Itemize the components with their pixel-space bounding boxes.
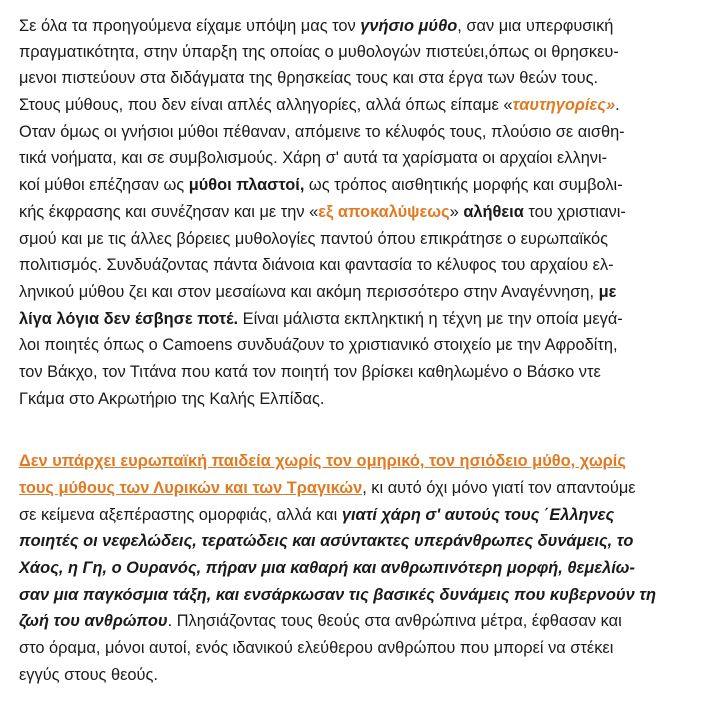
text-segment: , κι αυτό όχι μόνο γιατί τον απαντούμε	[362, 479, 636, 497]
p2-line-5: Χάος, η Γη, ο Ουρανός, πήραν μια καθαρή και ανθρωπινότερη μορφή, θεμελίω-	[19, 559, 635, 577]
emphasis-greek-poets: γιατί χάρη σ' αυτούς τους ΄Ελληνες	[341, 506, 615, 524]
p1-line-12	[19, 306, 623, 332]
emphasis-start: με	[598, 283, 617, 301]
p1-line-3: μενοι πιστεύουν στα διδάγματα της θρησκείας τους και στα έργα των θεών τους.	[19, 69, 599, 87]
emphasis-never-extinguished: λίγα λόγια δεν έσβησε ποτέ.	[19, 310, 239, 328]
p1-line-8	[19, 199, 626, 225]
emphasis-human-life: ζωή του ανθρώπου	[19, 612, 168, 630]
text-segment: , σαν μια υπερφυσική	[457, 17, 614, 35]
p2-line-1: Δεν υπάρχει ευρωπαϊκή παιδεία χωρίς τον ομηρικό, τον ησιόδειο μύθο, χωρίς	[19, 452, 626, 470]
p1-line-15: Γκάμα στο Ακρωτήριο της Καλής Ελπίδας.	[19, 390, 325, 408]
p1-line-11	[19, 279, 616, 305]
text-segment: »	[449, 203, 464, 221]
text-segment: του χριστιανι-	[523, 203, 626, 221]
text-segment: σε κείμενα αξεπέραστης ομορφιάς, αλλά και	[19, 506, 342, 524]
p1-line-4	[19, 92, 620, 118]
emphasis-truth: αλήθεια	[463, 203, 524, 221]
p2-line-3	[19, 502, 614, 528]
p1-line-2: πραγματικότητα, στην ύπαρξη της οποίας ο μυθολογών πιστεύει,όπως οι θρησκευ-	[19, 43, 619, 61]
p1-line-1	[19, 13, 613, 39]
text-segment: ως τρόπος αισθητικής μορφής και συμβολι-	[304, 176, 623, 194]
p2-line-6: σαν μια παγκόσμια τάξη, και ενσάρκωσαν τις βασικές δυνάμεις που κυβερνούν τη	[19, 586, 657, 604]
text-segment: Στους μύθους, που δεν είναι απλές αλληγορίες, αλλά όπως είπαμε «	[19, 96, 513, 114]
p1-line-7	[19, 172, 623, 198]
p2-line-7	[19, 608, 622, 634]
p1-line-6: τικά νοήματα, και σε συμβολισμούς. Χάρη σ' αυτά τα χαρίσματα οι αρχαίοι ελληνι-	[19, 149, 608, 167]
p1-line-5: Οταν όμως οι γνήσιοι μύθοι πέθαναν, απόμεινε το κέλυφός τους, πλούσιο σε αισθη-	[19, 123, 625, 141]
text-segment: Είναι μάλιστα εκπληκτική η τέχνη με την οποία μεγά-	[238, 310, 623, 328]
p1-line-13: λοι ποιητές όπως ο Camoens συνδυάζουν το χριστιανικό στοιχείο με την Αφροδίτη,	[19, 336, 618, 354]
text-segment: .	[615, 96, 620, 114]
p1-line-9: σμού και με τις άλλες βόρειες μυθολογίες παντού όπου επικράτησε ο ευρωπαϊκός	[19, 230, 608, 248]
p2-line-9: εγγύς στους θεούς.	[19, 666, 158, 684]
p2-line-4: ποιητές οι νεφελώδεις, τερατώδεις και ασύντακτες υπεράνθρωπες δυνάμεις, το	[19, 532, 634, 550]
emphasis-genuine-myth: γνήσιο μύθο	[360, 17, 458, 35]
text-segment: . Πλησιάζοντας τους θεούς στα ανθρώπινα μέτρα, έφθασαν και	[167, 612, 622, 630]
highlight-lyric-tragic-myths: τους μύθους των Λυρικών και των Τραγικών	[19, 479, 363, 497]
emphasis-fictional-myths: μύθοι πλαστοί,	[188, 176, 305, 194]
p2-line-2	[19, 475, 636, 501]
p2-line-8: στο όραμα, μόνοι αυτοί, ενός ιδανικού ελεύθερου ανθρώπου που μπορεί να στέκει	[19, 639, 614, 657]
highlight-revelation: εξ αποκαλύψεως	[318, 203, 450, 221]
text-segment: κής έκφρασης και συνέζησαν και με την «	[19, 203, 319, 221]
p1-line-14: τον Βάκχο, τον Τιτάνα που κατά τον ποιητή τον βρίσκει καθηλωμένο ο Βάσκο ντε	[19, 363, 601, 381]
p1-line-10: πολιτισμός. Συνδυάζοντας πάντα διάνοια και φαντασία το κέλυφος του αρχαίου ελ-	[19, 256, 614, 274]
text-segment: Σε όλα τα προηγούμενα είχαμε υπόψη μας τον	[19, 17, 361, 35]
text-segment: κοί μύθοι επέζησαν ως	[19, 176, 189, 194]
highlight-tautegories: ταυτηγορίες»	[512, 96, 616, 114]
text-segment: ληνικού μύθου ζει και στον μεσαίωνα και ακόμη περισσότερο στην Αναγέννηση,	[19, 283, 599, 301]
